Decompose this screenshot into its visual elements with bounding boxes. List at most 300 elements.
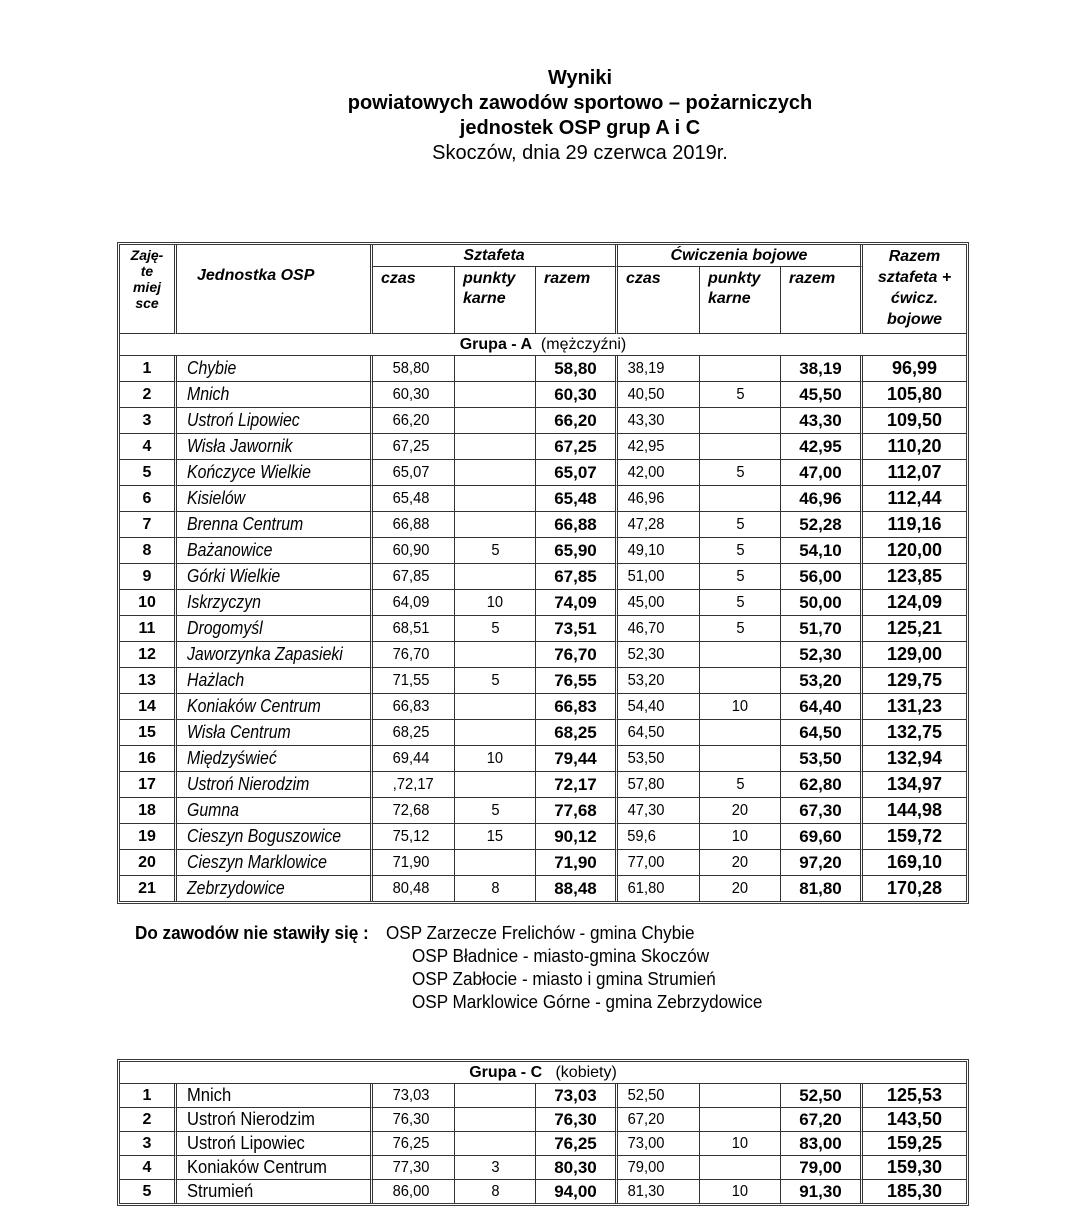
- results-table-group-c: [117, 1059, 969, 1206]
- combat-sum-cell: 56,00: [781, 564, 863, 590]
- unit-name-cell-text: Chybie: [187, 358, 237, 378]
- combat-sum-cell: 52,50: [781, 1084, 863, 1108]
- relay-time-cell: [373, 356, 455, 382]
- table-row: [120, 1180, 966, 1203]
- relay-penalty-cell: [455, 382, 536, 408]
- relay-penalty-cell-text: 8: [490, 1183, 500, 1200]
- header-place-line: Zaję-: [130, 247, 164, 263]
- unit-name-cell: [177, 538, 373, 564]
- relay-time-cell: [373, 746, 455, 772]
- unit-name-cell: [177, 1180, 373, 1203]
- relay-time-cell-text: 65,07: [392, 464, 430, 481]
- table-row: [120, 616, 966, 642]
- combat-penalty-cell: [700, 798, 781, 824]
- relay-time-cell-text: 71,55: [392, 672, 430, 689]
- relay-time-cell-text: 75,12: [392, 828, 430, 845]
- combat-time-cell-text: 73,00: [627, 1135, 665, 1152]
- table-row: [120, 642, 966, 668]
- place-cell: 12: [120, 642, 177, 668]
- combat-penalty-cell: [700, 356, 781, 382]
- place-cell: 18: [120, 798, 177, 824]
- relay-sum-cell: 76,30: [536, 1108, 618, 1132]
- total-cell: 129,00: [863, 642, 966, 668]
- unit-name-cell-text: Ustroń Lipowiec: [187, 1133, 305, 1153]
- unit-name-cell-text: Międzyświeć: [187, 748, 277, 768]
- relay-time-cell: [373, 616, 455, 642]
- title-line-1: Wyniki: [547, 67, 613, 89]
- total-cell: 96,99: [863, 356, 966, 382]
- combat-sum-cell: 45,50: [781, 382, 863, 408]
- place-cell: 4: [120, 434, 177, 460]
- header-unit: Jednostka OSP: [177, 245, 373, 334]
- combat-time-cell-text: 59,6: [627, 828, 656, 845]
- total-cell: 129,75: [863, 668, 966, 694]
- combat-time-cell-text: 53,50: [627, 750, 665, 767]
- unit-name-cell: [177, 564, 373, 590]
- relay-time-cell-text: 65,48: [392, 490, 430, 507]
- combat-sum-cell: 46,96: [781, 486, 863, 512]
- combat-sum-cell: 53,20: [781, 668, 863, 694]
- relay-penalty-cell: [455, 1084, 536, 1108]
- relay-time-cell: [373, 668, 455, 694]
- table-row: [120, 460, 966, 486]
- unit-name-cell-text: Strumień: [187, 1181, 254, 1201]
- header-combat-penalty: [700, 267, 781, 334]
- combat-penalty-cell: [700, 434, 781, 460]
- relay-penalty-cell: [455, 356, 536, 382]
- unit-name-cell: [177, 850, 373, 876]
- table-row: [120, 408, 966, 434]
- relay-penalty-cell-text: 5: [490, 802, 500, 819]
- total-cell: 124,09: [863, 590, 966, 616]
- combat-penalty-cell: [700, 876, 781, 901]
- relay-time-cell-text: ,72,17: [392, 776, 434, 793]
- total-cell: 169,10: [863, 850, 966, 876]
- total-cell: 143,50: [863, 1108, 966, 1132]
- relay-sum-cell: 58,80: [536, 356, 618, 382]
- header-relay-penalty: [455, 267, 536, 334]
- combat-penalty-cell-text: 10: [731, 828, 749, 845]
- combat-time-cell: [618, 668, 700, 694]
- unit-name-cell: [177, 512, 373, 538]
- combat-penalty-cell: [700, 1132, 781, 1156]
- unit-name-cell: [177, 668, 373, 694]
- combat-penalty-cell-text: 5: [735, 620, 745, 637]
- combat-penalty-cell: [700, 824, 781, 850]
- combat-penalty-cell-text: 5: [735, 542, 745, 559]
- header-combat-sum: razem: [781, 267, 863, 334]
- place-cell: 19: [120, 824, 177, 850]
- header-penalty-line: punkty: [708, 270, 761, 288]
- relay-sum-cell: 65,07: [536, 460, 618, 486]
- relay-time-cell-text: 67,25: [392, 438, 430, 455]
- table-row: [120, 434, 966, 460]
- relay-penalty-cell: [455, 668, 536, 694]
- combat-time-cell: [618, 1132, 700, 1156]
- relay-penalty-cell-text: 15: [486, 828, 504, 845]
- relay-sum-cell: 65,48: [536, 486, 618, 512]
- combat-sum-cell: 38,19: [781, 356, 863, 382]
- relay-sum-cell: 65,90: [536, 538, 618, 564]
- combat-penalty-cell: [700, 642, 781, 668]
- relay-time-cell-text: 76,25: [392, 1135, 430, 1152]
- relay-penalty-cell: [455, 642, 536, 668]
- unit-name-cell: [177, 1132, 373, 1156]
- combat-penalty-cell: [700, 668, 781, 694]
- total-cell: 159,72: [863, 824, 966, 850]
- relay-sum-cell: 72,17: [536, 772, 618, 798]
- place-cell: 2: [120, 382, 177, 408]
- table-row: [120, 824, 966, 850]
- group-c-body: [120, 1084, 966, 1203]
- relay-time-cell: [373, 382, 455, 408]
- total-cell: 120,00: [863, 538, 966, 564]
- table-row: [120, 486, 966, 512]
- total-cell: 134,97: [863, 772, 966, 798]
- combat-time-cell: [618, 434, 700, 460]
- relay-time-cell: [373, 538, 455, 564]
- unit-name-cell: [177, 356, 373, 382]
- place-cell: 16: [120, 746, 177, 772]
- total-cell: 132,75: [863, 720, 966, 746]
- relay-sum-cell: 66,88: [536, 512, 618, 538]
- place-cell: 6: [120, 486, 177, 512]
- place-cell: 4: [120, 1156, 177, 1180]
- combat-time-cell: [618, 720, 700, 746]
- combat-penalty-cell: [700, 512, 781, 538]
- unit-name-cell: [177, 382, 373, 408]
- relay-sum-cell: 67,25: [536, 434, 618, 460]
- combat-time-cell-text: 38,19: [627, 360, 665, 377]
- combat-time-cell: [618, 824, 700, 850]
- combat-time-cell: [618, 694, 700, 720]
- combat-time-cell-text: 77,00: [627, 854, 665, 871]
- relay-time-cell-text: 80,48: [392, 880, 430, 897]
- combat-sum-cell: 81,80: [781, 876, 863, 901]
- combat-time-cell-text: 51,00: [627, 568, 665, 585]
- combat-penalty-cell-text: 20: [731, 802, 749, 819]
- combat-penalty-cell-text: 10: [731, 1135, 749, 1152]
- combat-time-cell-text: 57,80: [627, 776, 665, 793]
- combat-time-cell: [618, 408, 700, 434]
- total-cell: 110,20: [863, 434, 966, 460]
- combat-time-cell-text: 52,30: [627, 646, 665, 663]
- combat-sum-cell: 62,80: [781, 772, 863, 798]
- unit-name-cell-text: Iskrzyczyn: [187, 592, 261, 612]
- relay-penalty-cell-text: 10: [486, 594, 504, 611]
- header-place-line: te: [140, 263, 154, 279]
- table-row: [120, 1108, 966, 1132]
- combat-sum-cell: 69,60: [781, 824, 863, 850]
- combat-time-cell-text: 53,20: [627, 672, 665, 689]
- total-cell: 185,30: [887, 1181, 943, 1201]
- table-row: [120, 772, 966, 798]
- combat-penalty-cell-text: 5: [735, 386, 745, 403]
- combat-sum-cell: 67,20: [781, 1108, 863, 1132]
- header-penalty-line: punkty: [463, 270, 516, 288]
- total-cell: 132,94: [863, 746, 966, 772]
- unit-name-cell: [177, 746, 373, 772]
- relay-time-cell-text: 69,44: [392, 750, 430, 767]
- relay-penalty-cell: [455, 772, 536, 798]
- combat-time-cell: [618, 356, 700, 382]
- total-cell: 112,07: [863, 460, 966, 486]
- total-cell: 125,21: [863, 616, 966, 642]
- place-cell: 5: [120, 1180, 177, 1203]
- total-cell: 109,50: [863, 408, 966, 434]
- relay-sum-cell: 76,55: [536, 668, 618, 694]
- combat-sum-cell: 67,30: [781, 798, 863, 824]
- table-row: [120, 850, 966, 876]
- combat-time-cell-text: 54,40: [627, 698, 665, 715]
- total-cell: 131,23: [863, 694, 966, 720]
- combat-penalty-cell: [700, 616, 781, 642]
- unit-name-cell: [177, 408, 373, 434]
- unit-name-cell: [177, 486, 373, 512]
- table-row: [120, 538, 966, 564]
- unit-name-cell-text: Jaworzynka Zapasieki: [187, 644, 343, 664]
- combat-penalty-cell-text: 10: [731, 698, 749, 715]
- place-cell: 8: [120, 538, 177, 564]
- combat-time-cell-text: 42,95: [627, 438, 665, 455]
- combat-sum-cell: 42,95: [781, 434, 863, 460]
- combat-time-cell-text: 79,00: [627, 1159, 665, 1176]
- relay-time-cell-text: 68,25: [392, 724, 430, 741]
- relay-sum-cell: 66,83: [536, 694, 618, 720]
- header-relay: Sztafeta: [373, 245, 618, 267]
- table-row: [120, 668, 966, 694]
- relay-sum-cell: 71,90: [536, 850, 618, 876]
- combat-time-cell-text: 46,96: [627, 490, 665, 507]
- header-total-line: Razem: [888, 248, 941, 265]
- combat-penalty-cell: [700, 1084, 781, 1108]
- combat-penalty-cell: [700, 538, 781, 564]
- place-cell: 15: [120, 720, 177, 746]
- combat-time-cell: [618, 1084, 700, 1108]
- absent-item: OSP Zarzecze Frelichów - gmina Chybie: [386, 923, 695, 943]
- combat-penalty-cell: [700, 564, 781, 590]
- place-cell: 2: [120, 1108, 177, 1132]
- relay-penalty-cell-text: 10: [486, 750, 504, 767]
- absent-label: Do zawodów nie stawiły się :: [135, 923, 369, 943]
- combat-sum-cell: 53,50: [781, 746, 863, 772]
- relay-sum-cell: 73,03: [536, 1084, 618, 1108]
- header-relay-sum: razem: [536, 267, 618, 334]
- relay-time-cell: [373, 694, 455, 720]
- header-total-line: ćwicz.: [890, 290, 939, 307]
- header-place-line: sce: [135, 295, 159, 311]
- group-a-note: (mężczyźni): [540, 336, 627, 353]
- relay-penalty-cell-text: 3: [490, 1159, 500, 1176]
- combat-time-cell: [618, 564, 700, 590]
- combat-time-cell: [618, 460, 700, 486]
- relay-sum-cell: 67,85: [536, 564, 618, 590]
- combat-sum-cell: 54,10: [781, 538, 863, 564]
- relay-sum-cell: 73,51: [536, 616, 618, 642]
- total-cell: 105,80: [863, 382, 966, 408]
- relay-time-cell-text: 66,88: [392, 516, 430, 533]
- place-cell: 14: [120, 694, 177, 720]
- place-cell: 21: [120, 876, 177, 901]
- relay-sum-cell: 79,44: [536, 746, 618, 772]
- relay-time-cell-text: 58,80: [392, 360, 430, 377]
- relay-penalty-cell-text: 5: [490, 672, 500, 689]
- combat-time-cell-text: 46,70: [627, 620, 665, 637]
- combat-penalty-cell-text: 5: [735, 594, 745, 611]
- combat-time-cell: [618, 798, 700, 824]
- unit-name-cell-text: Wisła Jawornik: [187, 436, 293, 456]
- relay-sum-cell: 88,48: [536, 876, 618, 901]
- table-row: [120, 382, 966, 408]
- combat-penalty-cell-text: 20: [731, 880, 749, 897]
- combat-penalty-cell: [700, 408, 781, 434]
- relay-time-cell-text: 68,51: [392, 620, 430, 637]
- table-row: [120, 1084, 966, 1108]
- relay-penalty-cell: [455, 538, 536, 564]
- unit-name-cell-text: Mnich: [187, 1085, 232, 1105]
- relay-time-cell-text: 60,30: [392, 386, 430, 403]
- table-row: [120, 1132, 966, 1156]
- combat-time-cell: [618, 1108, 700, 1132]
- unit-name-cell: [177, 772, 373, 798]
- relay-sum-cell: 74,09: [536, 590, 618, 616]
- table-row: [120, 876, 966, 901]
- combat-sum-cell: 64,50: [781, 720, 863, 746]
- combat-penalty-cell: [700, 590, 781, 616]
- header-combat-time: czas: [618, 267, 700, 334]
- relay-penalty-cell-text: 8: [490, 880, 500, 897]
- combat-time-cell: [618, 1156, 700, 1180]
- combat-penalty-cell: [700, 694, 781, 720]
- unit-name-cell-text: Górki Wielkie: [187, 566, 281, 586]
- group-c-note: (kobiety): [555, 1064, 617, 1081]
- total-cell: 123,85: [863, 564, 966, 590]
- table-row: [120, 356, 966, 382]
- absent-item: OSP Bładnice - miasto-gmina Skoczów: [412, 946, 710, 966]
- combat-penalty-cell-text: 5: [735, 568, 745, 585]
- unit-name-cell-text: Ustroń Nierodzim: [187, 1109, 315, 1129]
- table-row: [120, 1156, 966, 1180]
- absent-item: OSP Zabłocie - miasto i gmina Strumień: [412, 969, 716, 989]
- total-cell: 125,53: [863, 1084, 966, 1108]
- relay-time-cell-text: 66,20: [392, 412, 430, 429]
- results-table-group-a: [117, 242, 969, 904]
- header-total-line: bojowe: [886, 311, 943, 328]
- combat-sum-cell: 79,00: [781, 1156, 863, 1180]
- combat-time-cell-text: 47,30: [627, 802, 665, 819]
- combat-penalty-cell: [700, 746, 781, 772]
- relay-time-cell-text: 60,90: [392, 542, 430, 559]
- relay-time-cell: [373, 720, 455, 746]
- combat-sum-cell: 52,28: [781, 512, 863, 538]
- combat-time-cell-text: 47,28: [627, 516, 665, 533]
- relay-penalty-cell: [455, 1132, 536, 1156]
- relay-penalty-cell: [455, 512, 536, 538]
- relay-time-cell-text: 72,68: [392, 802, 430, 819]
- relay-time-cell-text: 71,90: [392, 854, 430, 871]
- unit-name-cell: [177, 824, 373, 850]
- relay-penalty-cell-text: 5: [490, 542, 500, 559]
- combat-penalty-cell-text: 5: [735, 776, 745, 793]
- combat-time-cell: [618, 772, 700, 798]
- relay-time-cell: [373, 434, 455, 460]
- relay-sum-cell: 90,12: [536, 824, 618, 850]
- unit-name-cell-text: Kisielów: [187, 488, 246, 508]
- header-place-line: miej: [132, 279, 161, 295]
- total-cell: 112,44: [863, 486, 966, 512]
- place-cell: 20: [120, 850, 177, 876]
- relay-time-cell: [373, 1108, 455, 1132]
- relay-sum-cell: 68,25: [536, 720, 618, 746]
- absent-units: [135, 922, 781, 1014]
- relay-time-cell: [373, 408, 455, 434]
- combat-penalty-cell-text: 5: [735, 516, 745, 533]
- combat-sum-cell: 52,30: [781, 642, 863, 668]
- place-cell: 7: [120, 512, 177, 538]
- relay-time-cell-text: 76,30: [392, 1111, 430, 1128]
- relay-penalty-cell: [455, 1108, 536, 1132]
- relay-sum-cell: 77,68: [536, 798, 618, 824]
- unit-name-cell-text: Bażanowice: [187, 540, 273, 560]
- combat-time-cell: [618, 876, 700, 901]
- relay-time-cell: [373, 512, 455, 538]
- unit-name-cell: [177, 1156, 373, 1180]
- absent-item: OSP Marklowice Górne - gmina Zebrzydowice: [412, 992, 763, 1012]
- combat-time-cell: [618, 642, 700, 668]
- unit-name-cell-text: Mnich: [187, 384, 230, 404]
- unit-name-cell: [177, 1084, 373, 1108]
- relay-penalty-cell: [455, 824, 536, 850]
- unit-name-cell-text: Koniaków Centrum: [187, 696, 321, 716]
- unit-name-cell-text: Cieszyn Boguszowice: [187, 826, 342, 846]
- place-cell: 3: [120, 1132, 177, 1156]
- unit-name-cell-text: Gumna: [187, 800, 239, 820]
- unit-name-cell-text: Drogomyśl: [187, 618, 263, 638]
- header-total-line: sztafeta +: [877, 269, 952, 286]
- unit-name-cell-text: Zebrzydowice: [187, 878, 285, 898]
- group-a-row: [120, 334, 966, 356]
- relay-time-cell: [373, 1156, 455, 1180]
- combat-time-cell: [618, 1180, 700, 1203]
- unit-name-cell-text: Cieszyn Marklowice: [187, 852, 327, 872]
- relay-time-cell: [373, 590, 455, 616]
- relay-time-cell: [373, 486, 455, 512]
- relay-penalty-cell: [455, 434, 536, 460]
- place-cell: 11: [120, 616, 177, 642]
- place-cell: 1: [120, 1084, 177, 1108]
- combat-sum-cell: 43,30: [781, 408, 863, 434]
- relay-time-cell-text: 66,83: [392, 698, 430, 715]
- relay-penalty-cell: [455, 1180, 536, 1203]
- relay-time-cell: [373, 564, 455, 590]
- total-cell: 144,98: [863, 798, 966, 824]
- relay-penalty-cell: [455, 720, 536, 746]
- group-a-title: Grupa - A: [459, 336, 533, 353]
- relay-sum-cell: 66,20: [536, 408, 618, 434]
- group-a-label: [120, 334, 966, 356]
- unit-name-cell-text: Kończyce Wielkie: [187, 462, 311, 482]
- unit-name-cell-text: Koniaków Centrum: [187, 1157, 327, 1177]
- combat-time-cell: [618, 590, 700, 616]
- combat-sum-cell: 64,40: [781, 694, 863, 720]
- unit-name-cell-text: Ustroń Nierodzim: [187, 774, 310, 794]
- combat-penalty-cell: [700, 1156, 781, 1180]
- table-row: [120, 564, 966, 590]
- relay-time-cell: [373, 876, 455, 901]
- combat-time-cell-text: 67,20: [627, 1111, 665, 1128]
- relay-penalty-cell: [455, 590, 536, 616]
- table-row: [120, 798, 966, 824]
